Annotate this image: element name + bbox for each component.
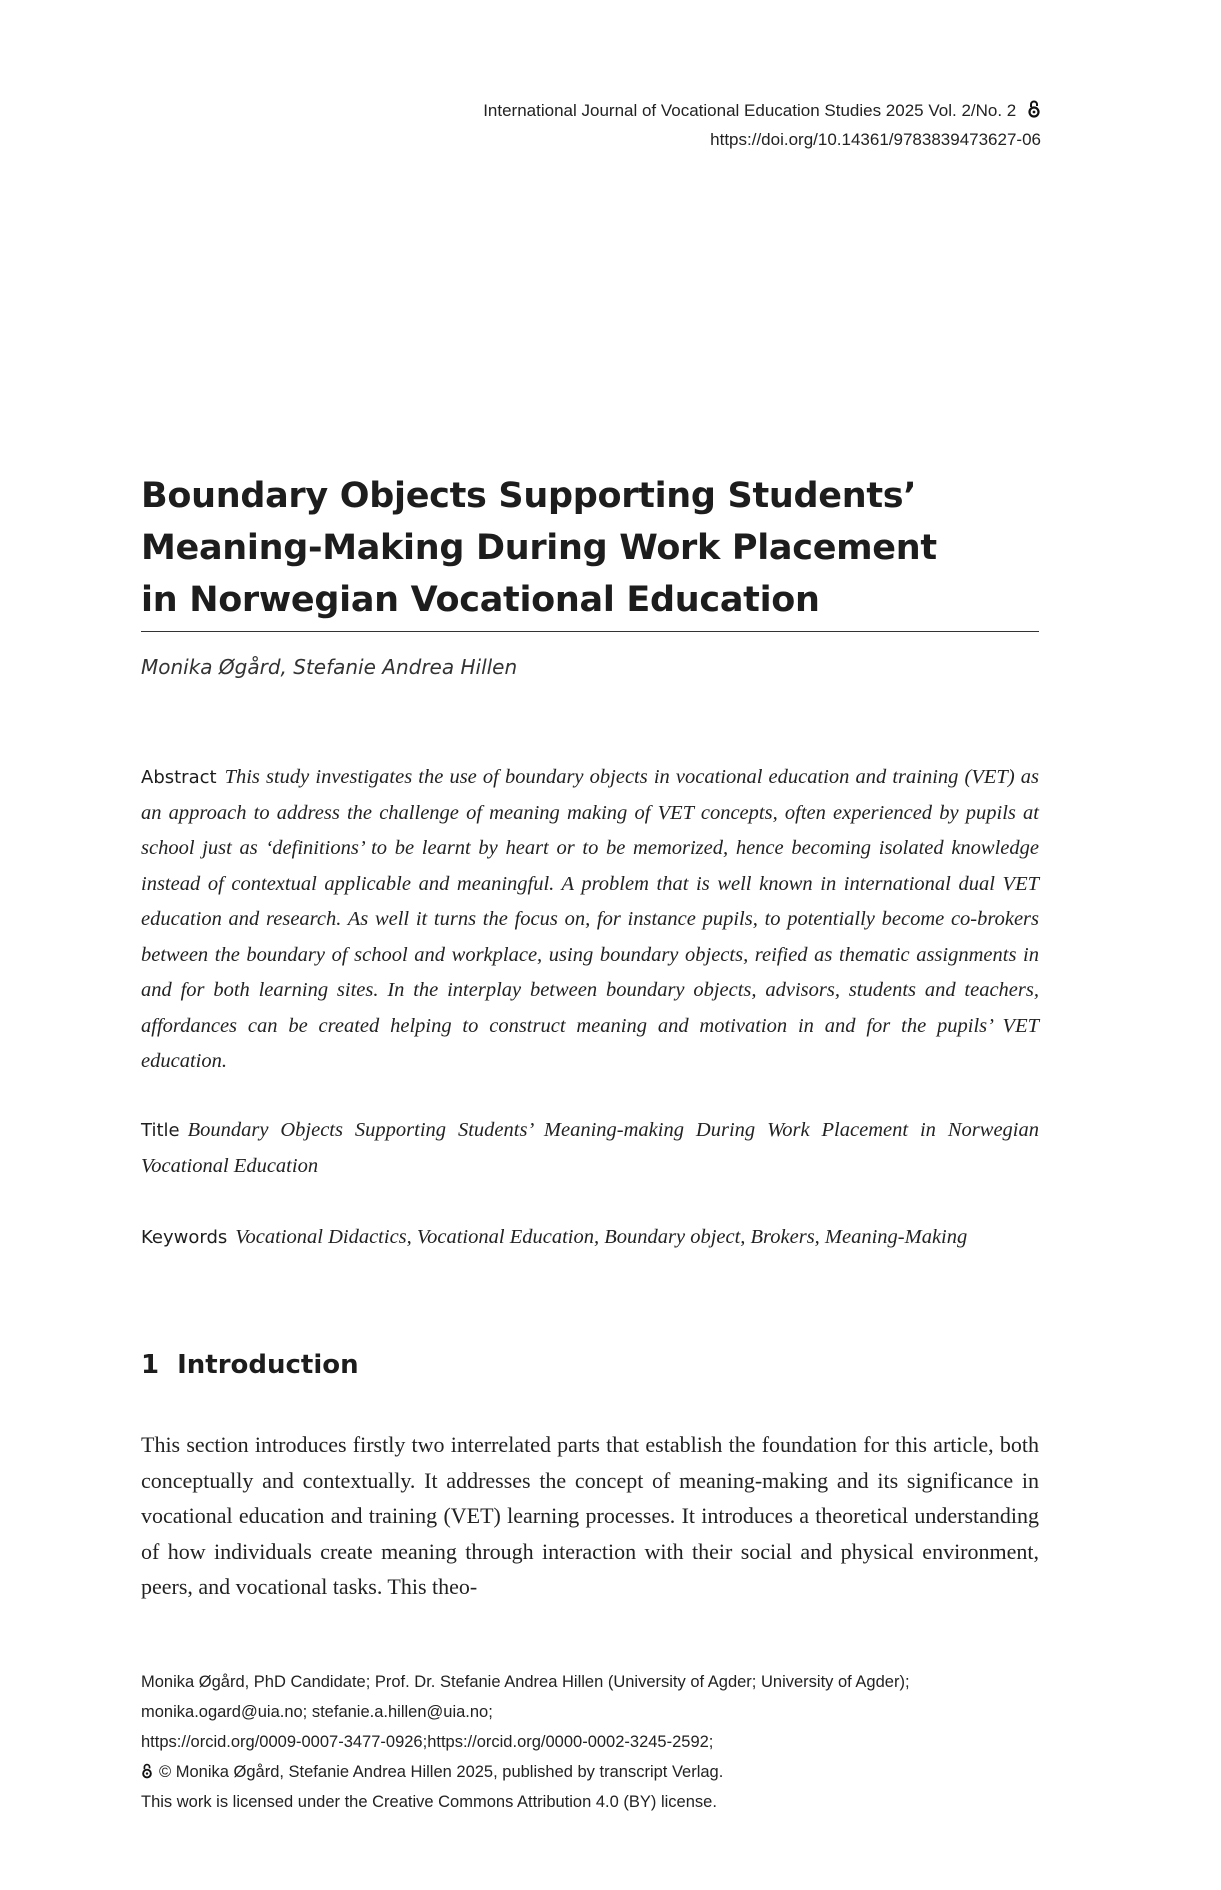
abstract-label: Abstract xyxy=(141,767,217,788)
running-header xyxy=(483,96,1041,154)
section-title: Introduction xyxy=(177,1350,359,1380)
footnote-orcid[interactable]: https://orcid.org/0009-0007-3477-0926;https://orcid.org/0000-0002-3245-2592; xyxy=(141,1733,714,1751)
keywords-label: Keywords xyxy=(141,1227,228,1248)
footnote-affiliation: Monika Øgård, PhD Candidate; Prof. Dr. Stefanie Andrea Hillen (University of Agder; University of Agder); xyxy=(141,1673,910,1691)
title-block xyxy=(141,1113,1039,1184)
abstract-block xyxy=(141,760,1039,1080)
journal-name: International Journal of Vocational Education Studies 2025 xyxy=(483,101,924,120)
title-divider xyxy=(141,631,1039,632)
intro-paragraph: This section introduces firstly two interrelated parts that establish the foundation for this article, both conceptually and contextually. It addresses the concept of meaning-making and its significance in vocational education and training (VET) learning processes. It introduces a theoretical understanding of how individuals create meaning through interaction with their social and physical environment, peers, and vocational tasks. This theo- xyxy=(141,1432,1039,1599)
title-line: Boundary Objects Supporting Students’ xyxy=(141,476,917,516)
title-text: Boundary Objects Supporting Students’ Meaning-making During Work Placement in Norwegian Vocational Education xyxy=(141,1119,1039,1177)
article-title xyxy=(141,470,1041,626)
section-heading xyxy=(141,1350,359,1380)
title-label: Title xyxy=(141,1120,180,1141)
journal-volume: Vol. 2/No. 2 xyxy=(928,101,1017,120)
keywords-block xyxy=(141,1220,1039,1256)
title-line: in Norwegian Vocational Education xyxy=(141,580,820,620)
footnote-copyright: © Monika Øgård, Stefanie Andrea Hillen 2025, published by transcript Verlag. xyxy=(159,1763,724,1781)
keywords-text: Vocational Didactics, Vocational Education, Boundary object, Brokers, Meaning-Making xyxy=(235,1226,968,1248)
abstract-text: This study investigates the use of boundary objects in vocational education and training (VET) as an approach to address the challenge of meaning making of VET concepts, often experienced by pupils at school just as ‘definitions’ to be learnt by heart or to be memorized, hence becoming isolated knowledge instead of contextual applicable and meaningful. A problem that is well known in international dual VET education and research. As well it turns the focus on, for instance pupils, to potentially become co-brokers between the boundary of school and workplace, using boundary objects, reified as thematic assignments in and for both learning sites. In the interplay between boundary objects, advisors, students and teachers, affordances can be created helping to construct meaning and motivation in and for the pupils’ VET education. xyxy=(141,766,1039,1072)
open-access-icon xyxy=(1027,100,1041,118)
section-number: 1 xyxy=(141,1350,160,1380)
footnote-license: This work is licensed under the Creative Commons Attribution 4.0 (BY) license. xyxy=(141,1793,717,1811)
footnote-copyright-line xyxy=(141,1757,1039,1787)
author-footnote xyxy=(141,1667,1039,1817)
open-access-icon xyxy=(141,1763,153,1779)
doi-link[interactable]: https://doi.org/10.14361/9783839473627-06 xyxy=(710,130,1041,149)
journal-line xyxy=(483,96,1041,125)
title-line: Meaning-Making During Work Placement xyxy=(141,528,937,568)
authors: Monika Øgård, Stefanie Andrea Hillen xyxy=(141,655,518,679)
footnote-emails[interactable]: monika.ogard@uia.no; stefanie.a.hillen@uia.no; xyxy=(141,1703,493,1721)
